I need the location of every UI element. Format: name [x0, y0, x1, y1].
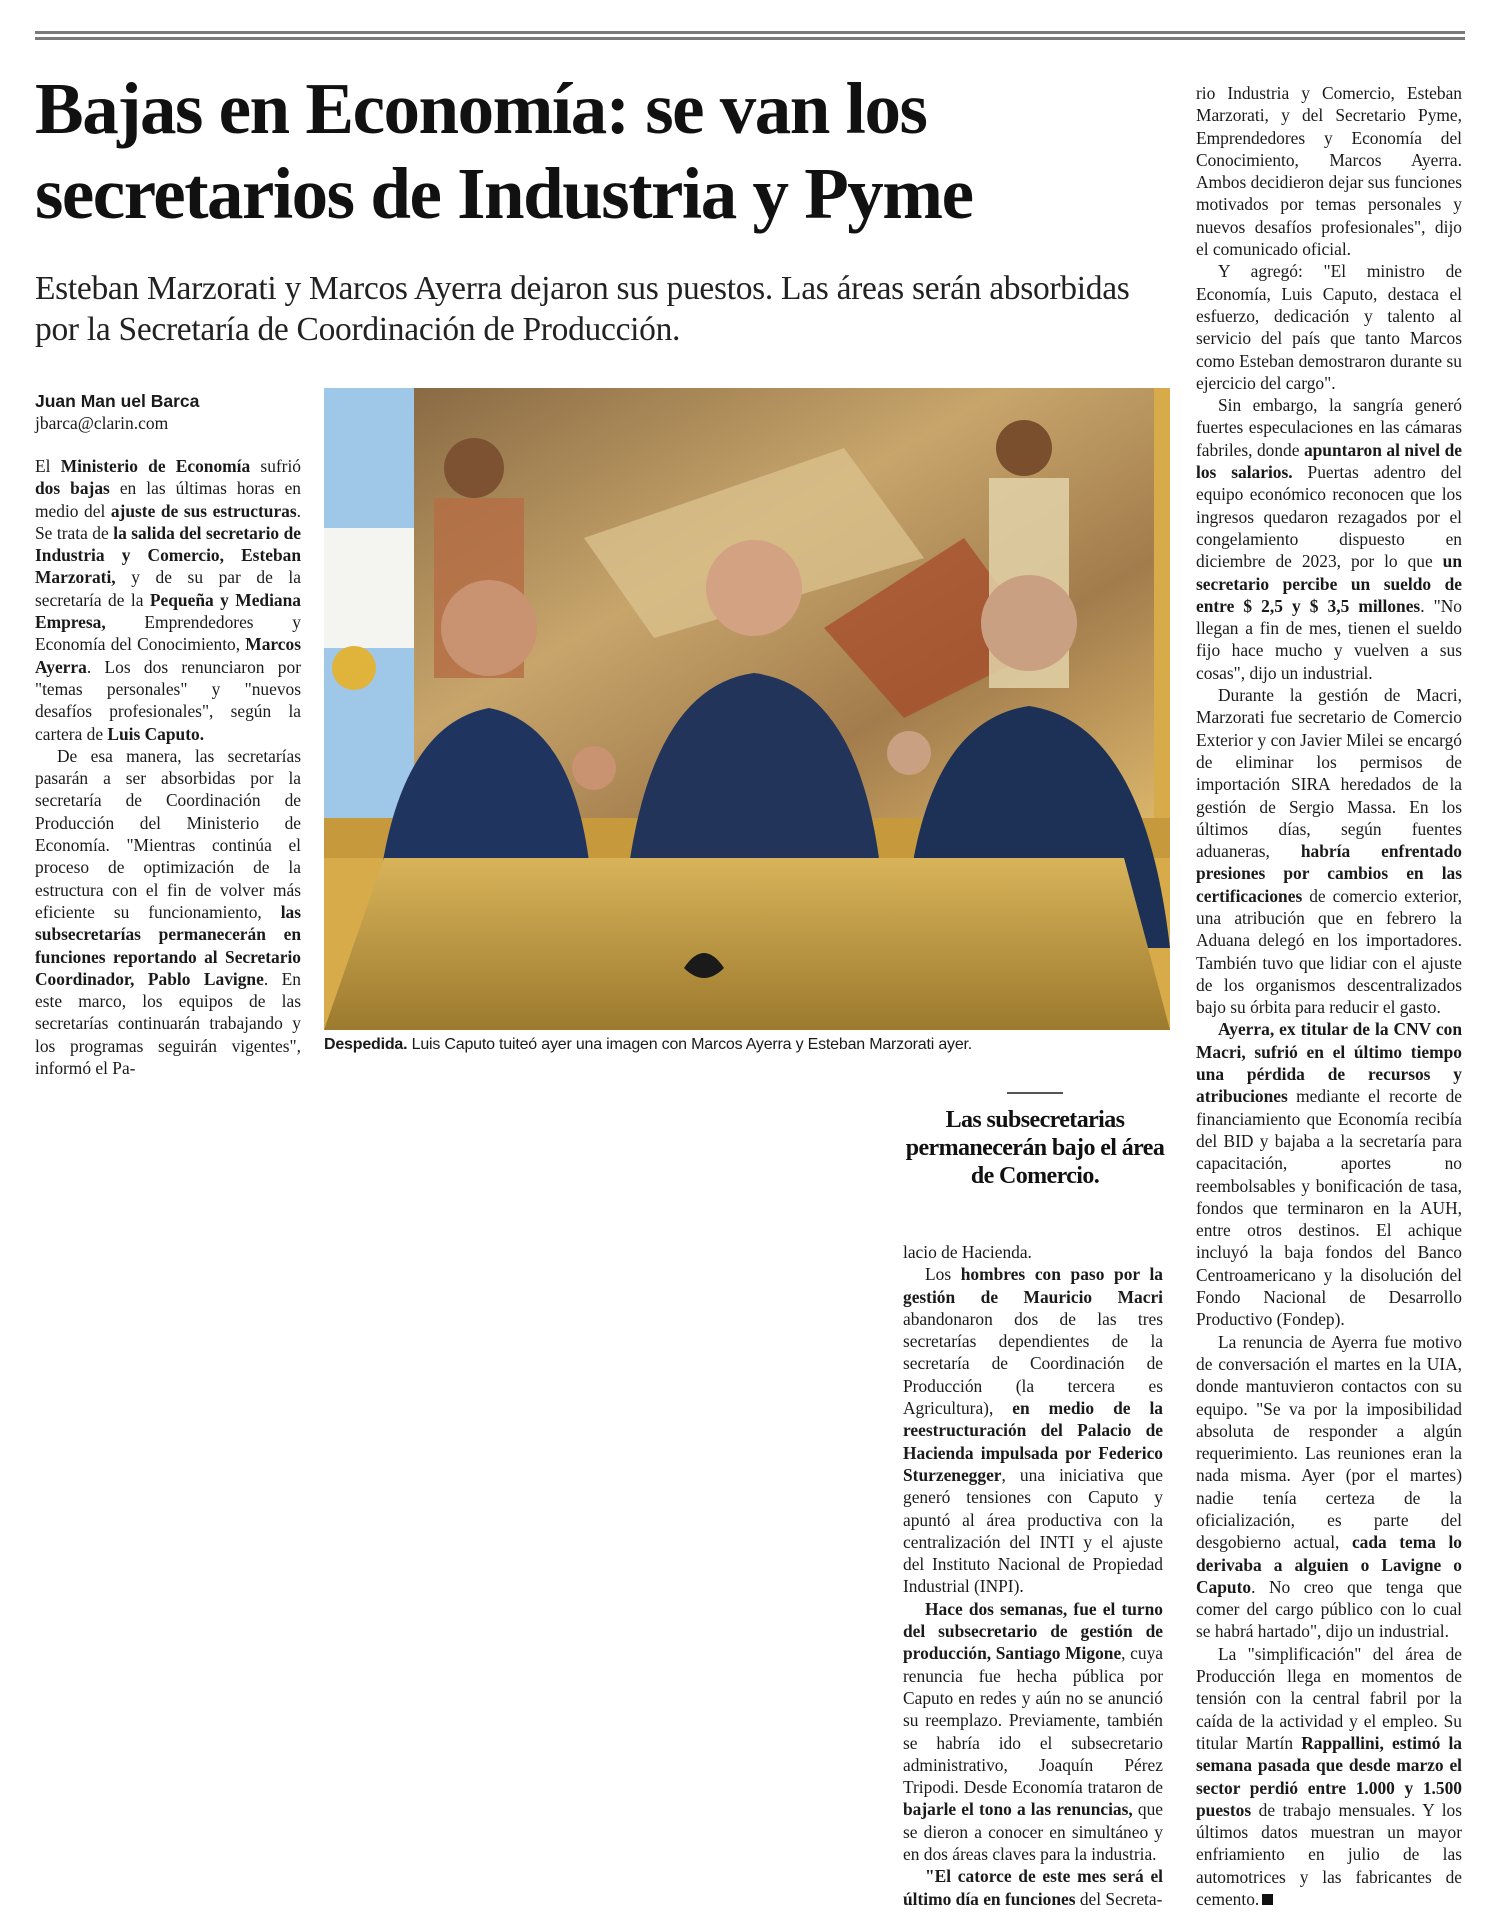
body-text: Puertas adentro del equipo económico reconocen que los ingresos quedaron rezagados por el congelamiento dispuesto en diciembre de 2023, por lo que	[1196, 462, 1462, 572]
body-text: , cuya renuncia fue hecha pública por Caputo en redes y aún no se anunció su reemplazo. Previamente, también se habría ido el subsecretario administrativo, Joaquín Pérez Tripodi. Desde Economía trataron de	[903, 1643, 1163, 1798]
body-paragraph	[1196, 394, 1462, 684]
bold-text: la salida del secretario de Industria y Comercio, Esteban Marzorati,	[35, 522, 301, 588]
body-text: de trabajo mensuales. Y los últimos datos muestran un mayor enfriamiento en julio de las automotrices y las fabricantes de cemento.	[1196, 1799, 1462, 1910]
bold-text: Ayerra, ex titular de la CNV con Macri, sufrió en el último tiempo una pérdida de recursos y atribuciones	[1196, 1019, 1462, 1107]
bold-text: apuntaron al nivel de los salarios.	[1196, 439, 1462, 483]
body-paragraph	[903, 1598, 1163, 1866]
bold-text: Rappallini, estimó la semana pasada que desde marzo el sector perdió entre 1.000 y 1.500 puestos	[1196, 1732, 1462, 1820]
caption-text: Luis Caputo tuiteó ayer una imagen con Marcos Ayerra y Esteban Marzorati ayer.	[407, 1036, 973, 1053]
column-middle	[903, 1241, 1163, 1910]
pull-quote-text: Las subsecretarias permanecerán bajo el área de Comercio.	[905, 1107, 1165, 1189]
caption-lead: Despedida.	[324, 1036, 408, 1053]
body-paragraph	[1196, 1018, 1462, 1330]
body-text: Los	[925, 1264, 961, 1285]
body-text: . Los dos renunciaron por "temas personales" y "nuevos desafíos profesionales", según la cartera de	[35, 656, 301, 744]
bold-text: Ministerio de Economía	[60, 456, 251, 476]
body-paragraph	[35, 745, 301, 1079]
body-paragraph	[903, 1865, 1163, 1910]
body-text: La renuncia de Ayerra fue motivo de conversación el martes en la UIA, donde mantuvieron contactos con su equipo. "Se va por la imposibilidad absoluta de responder a algún requerimiento. Las reuniones eran la nada misma. Ayer (por el martes) nadie tenía certeza de la oficialización, es parte del desgobierno actual,	[1196, 1331, 1462, 1553]
body-text: . Se trata de	[35, 500, 301, 543]
bold-text: Luis Caputo.	[107, 723, 205, 744]
author-email: jbarca@clarin.com	[35, 413, 169, 433]
bold-text: Pequeña y Mediana Empresa,	[35, 589, 301, 633]
bold-text: un secretario percibe un sueldo de entre $ 2,5 y $ 3,5 millones	[1196, 551, 1462, 616]
bold-text: dos bajas	[35, 478, 110, 499]
body-text: Durante la gestión de Macri, Marzorati fue secretario de Comercio Exterior y con Javier Milei se encargó de eliminar los permisos de importación SIRA heredados de la gestión de Sergio Massa. En los últimos días, según fuentes aduaneras,	[1196, 685, 1462, 862]
pull-quote-divider	[1007, 1092, 1063, 1094]
photo-illustration	[324, 388, 1170, 1030]
body-text: que se dieron a conocer en simultáneo y en dos áreas claves para la industria.	[903, 1799, 1163, 1865]
body-paragraph	[903, 1263, 1163, 1597]
body-paragraph	[1196, 1643, 1462, 1911]
body-paragraph	[903, 1241, 1163, 1263]
body-text: De esa manera, las secretarías pasarán a ser absorbidas por la secretaría de Coordinación de Producción del Ministerio de Economía. "Mientras continúa el proceso de optimización de la estructura con el fin de volver más eficiente su funcionamiento,	[35, 745, 301, 922]
byline	[35, 390, 199, 434]
body-text: de comercio exterior, una atribución que en febrero la Aduana delegó en los importadores. También tuvo que lidiar con el ajuste de los organismos descentralizados bajo su órbita para reducir el gasto.	[1196, 885, 1462, 1018]
body-text: y de su par de la secretaría de la	[35, 567, 301, 610]
bold-text: hombres con paso por la gestión de Mauricio Macri	[903, 1264, 1163, 1307]
bold-text: en medio de la reestructuración del Palacio de Hacienda impulsada por Federico Sturzenegger	[903, 1398, 1163, 1485]
bold-text: Marcos Ayerra	[35, 634, 301, 677]
body-paragraph	[1196, 684, 1462, 1018]
body-text: lacio de Hacienda.	[903, 1242, 1032, 1262]
body-text: sufrió	[250, 456, 301, 476]
body-text: , una iniciativa que generó tensiones con Caputo y apuntó al área productiva con la centralización del INTI y el ajuste del Instituto Nacional de Propiedad Industrial (INPI).	[903, 1464, 1163, 1597]
bold-text: "El catorce de este mes será el último día en funciones	[903, 1866, 1163, 1909]
bold-text: habría enfrentado presiones por cambios en las certificaciones	[1196, 841, 1462, 906]
photo-caption	[324, 1036, 972, 1054]
body-text: Sin embargo, la sangría generó fuertes especulaciones en las cámaras fabriles, donde	[1196, 395, 1462, 460]
body-paragraph	[1196, 260, 1462, 394]
body-text: . "No llegan a fin de mes, tienen el sueldo fijo hace mucho y vuelven a sus cosas", dijo un industrial.	[1196, 595, 1462, 683]
body-text: en las últimas horas en medio del	[35, 478, 301, 521]
bold-text: bajarle el tono a las renuncias,	[903, 1799, 1133, 1820]
column-right	[1196, 82, 1462, 1910]
bold-text: las subsecretarías permanecerán en funciones reportando al Secretario Coordinador, Pablo Lavigne	[35, 901, 301, 989]
body-text: abandonaron dos de las tres secretarías dependientes de la secretaría de Coordinación de Producción (la tercera es Agricultura),	[903, 1308, 1163, 1419]
body-paragraph	[35, 455, 301, 745]
body-text: . En este marco, los equipos de las secretarías continuarán trabajando y los programas seguirán vigentes", informó el Pa-	[35, 968, 302, 1079]
top-rule-second	[35, 37, 1465, 40]
headline: Bajas en Economía: se van los secretarios de Industria y Pyme	[35, 68, 973, 234]
pull-quote	[905, 1092, 1165, 1190]
body-text: . No creo que tenga que comer del cargo público con lo cual se habrá hartado", dijo un industrial.	[1196, 1576, 1462, 1642]
body-paragraph	[1196, 82, 1462, 260]
bold-text: cada tema lo derivaba a alguien o Lavigne o Caputo	[1196, 1532, 1463, 1597]
bold-text: Hace dos semanas, fue el turno del subsecretario de gestión de producción, Santiago Migone	[903, 1598, 1163, 1664]
body-paragraph	[1196, 1331, 1462, 1643]
column-left	[35, 455, 301, 1079]
author-name: Juan Man uel Barca	[35, 391, 200, 411]
deck-subtitle: Esteban Marzorati y Marcos Ayerra dejaron sus puestos. Las áreas serán absorbidas por la Secretaría de Coordinación de Producción.	[35, 270, 1130, 348]
body-text: mediante el recorte de financiamiento que Economía recibía del BID y bajaba a la secretaría para capacitación, aportes no reembolsables y bonificación de tasa, fondos que terminaron en la AUH, entre otros destinos. El achique incluyó la baja fondos del Banco Centroamericano y la disolución del Fondo Nacional de Desarrollo Productivo (Fondep).	[1196, 1086, 1462, 1330]
body-text: Emprendedores y Economía del Conocimiento,	[35, 612, 301, 655]
body-text: rio Industria y Comercio, Esteban Marzorati, y del Secretario Pyme, Emprendedores y Economía del Conocimiento, Marcos Ayerra. Ambos decidieron dejar sus funciones motivados por temas personales y nuevos desafíos profesionales", dijo el comunicado oficial.	[1196, 83, 1462, 260]
body-text: Y agregó: "El ministro de Economía, Luis Caputo, destaca el esfuerzo, dedicación y talento al servicio del país que tanto Marcos como Esteban demostraron durante su ejercicio del cargo".	[1196, 261, 1462, 393]
bold-text: ajuste de sus estructuras	[110, 500, 297, 521]
top-rule	[35, 31, 1465, 34]
end-mark-icon	[1262, 1894, 1273, 1905]
article-photo	[324, 388, 1170, 1030]
body-text: El	[35, 456, 61, 476]
body-text: La "simplificación" del área de Producción llega en momentos de tensión con la central fabril por la caída de la actividad y el empleo. Su titular Martín	[1196, 1643, 1462, 1753]
body-text: del Secreta-	[1075, 1888, 1163, 1909]
